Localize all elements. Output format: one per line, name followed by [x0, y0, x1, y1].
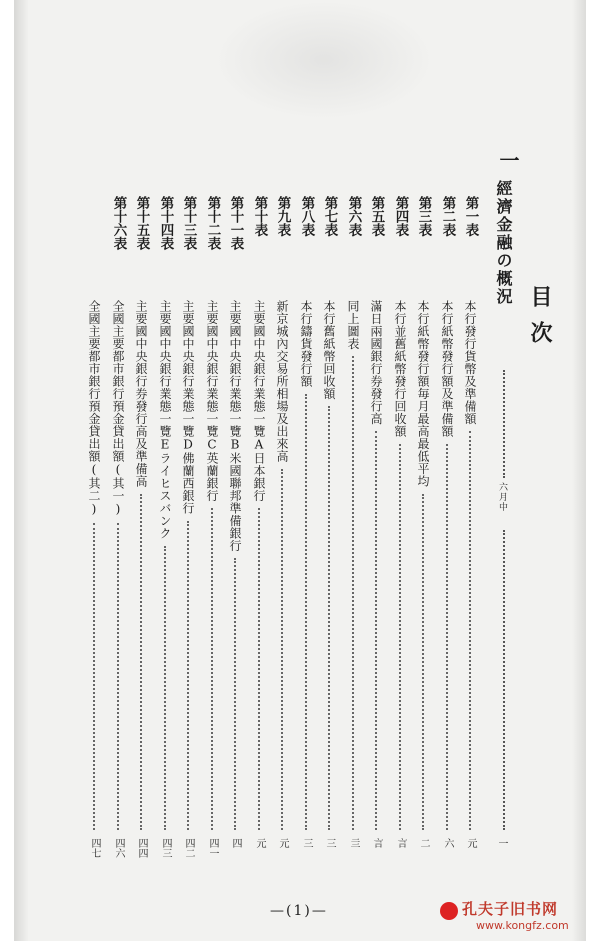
page-folio: —(1)—	[270, 903, 328, 919]
toc-row-page: 元	[277, 838, 288, 848]
toc-row-title: 本行紙幣發行額毎月最高最低平均	[416, 300, 430, 488]
toc-row-page: 言	[395, 838, 406, 848]
toc-row-page: 六	[442, 838, 453, 848]
toc-row-label: 第十二表	[204, 196, 221, 250]
toc-row-title: 主要國中央銀行業態一覽D佛蘭西銀行	[181, 300, 195, 515]
toc-heading: 目次	[527, 285, 553, 357]
toc-row-title: 本行發行貨幣及準備額	[463, 300, 477, 425]
toc-row-label: 第二表	[439, 196, 456, 237]
toc-row-page: 四四	[136, 838, 147, 858]
page-edge-shadow-left	[14, 0, 28, 941]
toc-row-label: 第十三表	[180, 196, 197, 250]
toc-row-leader-dots	[281, 469, 283, 831]
toc-row-title: 全國主要都市銀行預金貸出額(其二)	[87, 300, 101, 517]
toc-row-page: 四一	[207, 838, 218, 858]
toc-row-page: 亖	[348, 838, 359, 848]
toc-row-title: 新京城內交易所相場及出來高	[275, 300, 289, 463]
toc-row-page: 四三	[160, 838, 171, 858]
toc-row-title: 滿日兩國銀行券發行高	[369, 300, 383, 425]
toc-row-leader-dots	[234, 558, 236, 830]
toc-row-title: 主要國中央銀行業態一覽Eライヒスバンク	[158, 300, 172, 540]
toc-row-leader-dots	[305, 394, 307, 831]
toc-row-leader-dots	[211, 508, 213, 830]
toc-row-page: 三	[324, 838, 335, 848]
toc-row-title: 全國主要都市銀行預金貸出額(其一)	[111, 300, 125, 517]
toc-row-page: 二	[418, 838, 429, 848]
toc-row-leader-dots	[375, 431, 377, 830]
toc-row-page: 四七	[89, 838, 100, 858]
section-leader-dots	[503, 370, 505, 478]
watermark-title: 孔夫子旧书网	[462, 900, 559, 918]
section-number: 一	[496, 150, 520, 170]
toc-row-title: 主要國中央銀行業態一覽C英蘭銀行	[205, 300, 219, 502]
toc-row-leader-dots	[328, 406, 330, 830]
toc-row-label: 第九表	[274, 196, 291, 237]
toc-row-leader-dots	[422, 494, 424, 831]
toc-row-label: 第十一表	[227, 196, 244, 250]
toc-row-title: 本行紙幣發行額及準備額	[440, 300, 454, 438]
toc-row-label: 第四表	[392, 196, 409, 237]
page-edge-shadow-right	[572, 0, 586, 941]
toc-row-label: 第十表	[251, 196, 268, 237]
toc-row-page: 四	[230, 838, 241, 848]
toc-row-leader-dots	[469, 431, 471, 830]
toc-row-leader-dots	[187, 521, 189, 831]
toc-row-leader-dots	[399, 444, 401, 831]
toc-row-leader-dots	[258, 508, 260, 830]
toc-row-label: 第一表	[462, 196, 479, 237]
toc-row-leader-dots	[352, 356, 354, 830]
section-date: 六月中	[497, 482, 507, 512]
toc-row-label: 第八表	[298, 196, 315, 237]
toc-row-leader-dots	[140, 494, 142, 831]
print-bleed	[214, 0, 434, 120]
toc-row-leader-dots	[93, 523, 95, 831]
section-title: 經濟金融の概況	[494, 180, 513, 306]
watermark-url: www.kongfz.com	[476, 919, 569, 932]
watermark-logo-icon	[440, 902, 458, 920]
toc-row-leader-dots	[117, 523, 119, 831]
toc-row-title: 同上圖表	[346, 300, 360, 350]
toc-row-title: 本行舊紙幣回收額	[322, 300, 336, 400]
section-leader-dots-2	[503, 530, 505, 830]
toc-row-label: 第十六表	[110, 196, 127, 250]
toc-row-page: 言	[371, 838, 382, 848]
toc-row-label: 第三表	[415, 196, 432, 237]
toc-row-leader-dots	[164, 546, 166, 831]
toc-row-page: 元	[465, 838, 476, 848]
toc-row-title: 本行鑄貨發行額	[299, 300, 313, 388]
toc-row-title: 主要國中央銀行業態一覽B米國聯邦準備銀行	[228, 300, 242, 552]
toc-row-page: 三	[301, 838, 312, 848]
toc-row-page: 四二	[183, 838, 194, 858]
toc-row-label: 第七表	[321, 196, 338, 237]
watermark	[440, 898, 590, 934]
toc-row-label: 第六表	[345, 196, 362, 237]
toc-row-title: 主要國中央銀行業態一覽A日本銀行	[252, 300, 266, 502]
toc-row-page: 四六	[113, 838, 124, 858]
toc-row-leader-dots	[446, 444, 448, 831]
section-page: 一	[496, 838, 507, 848]
toc-row-title: 本行並舊紙幣發行回收額	[393, 300, 407, 438]
toc-row-title: 主要國中央銀行券發行高及準備高	[134, 300, 148, 488]
toc-row-label: 第十五表	[133, 196, 150, 250]
toc-row-label: 第五表	[368, 196, 385, 237]
toc-row-label: 第十四表	[157, 196, 174, 250]
toc-row-page: 元	[254, 838, 265, 848]
